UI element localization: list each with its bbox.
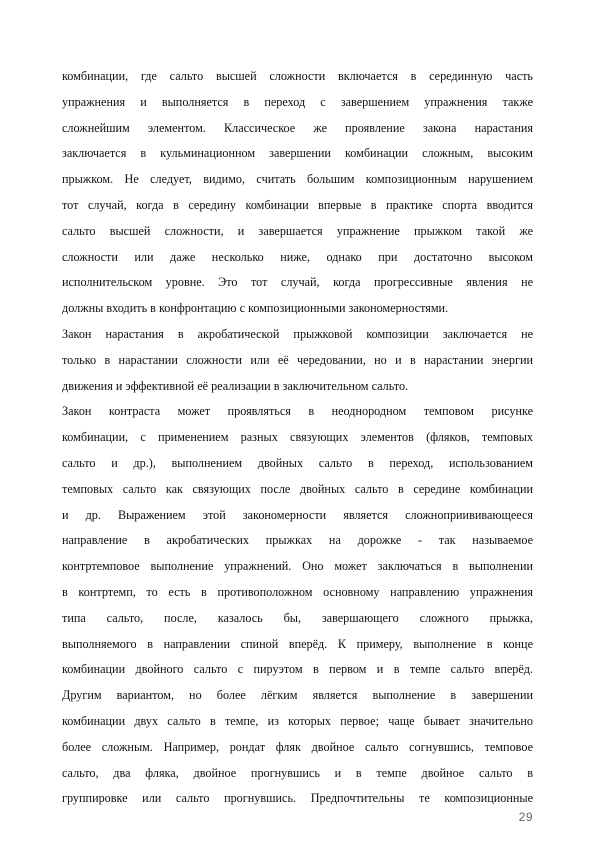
paragraph-1-last-line (62, 296, 533, 322)
page-number: 29 (518, 810, 533, 824)
text-line: комбинации, с применением разных связующих элементов (фляков, темповых (62, 430, 533, 445)
text-line: заключается в кульминационном завершении комбинации сложным, высоким (62, 146, 533, 161)
text-line: только в нарастании сложности или её чередовании, но и в нарастании энергии (62, 352, 533, 367)
paragraph-3 (62, 399, 533, 812)
text-line: Другим вариантом, но более лёгким является выполнение в завершении (62, 688, 533, 703)
text-line: и др. Выражением этой закономерности является сложноприививающееся (62, 507, 533, 522)
text-line: сальто высшей сложности, и завершается упражнение прыжком такой же (62, 223, 533, 238)
text-line: типа сальто, после, казалось бы, завершающего сложного прыжка, (62, 610, 533, 625)
text-line: темповых сальто как связующих после двойных сальто в середине комбинации (62, 481, 533, 496)
text-line: контртемповое выполнение упражнений. Оно может заключаться в выполнении (62, 559, 533, 574)
paragraph-2 (62, 322, 533, 374)
text-line: сложности или даже несколько ниже, однако при достаточно высоком (62, 249, 533, 264)
text-line: более сложным. Например, рондат фляк двойное сальто согнувшись, темповое (62, 739, 533, 754)
text-line: исполнительском уровне. Это тот случай, когда прогрессивные явления не (62, 275, 533, 290)
text-line: сальто и др.), выполнением двойных сальто в переход, использованием (62, 455, 533, 470)
text-line: тот случай, когда в середину комбинации впервые в практике спорта вводится (62, 197, 533, 212)
text-line: должны входить в конфронтацию с композиционными закономерностями. (62, 301, 449, 316)
text-line: направление в акробатических прыжках на дорожке - так называемое (62, 533, 533, 548)
text-line: упражнения и выполняется в переход с завершением упражнения также (62, 94, 533, 109)
text-line: сальто, два фляка, двойное прогнувшись и в темпе двойное сальто в (62, 765, 533, 780)
text-line: в контртемп, то есть в противоположном основному направлению упражнения (62, 584, 533, 599)
document-body (62, 64, 533, 812)
text-line: комбинации двух сальто в темпе, из которых первое; чаще бывает значительно (62, 713, 533, 728)
text-line: Закон контраста может проявляться в неоднородном темповом рисунке (62, 404, 533, 419)
text-line: выполняемого в направлении спиной вперёд. К примеру, выполнение в конце (62, 636, 533, 651)
text-line: Закон нарастания в акробатической прыжковой композиции заключается не (62, 326, 533, 341)
paragraph-1 (62, 64, 533, 296)
paragraph-2-last-line (62, 374, 533, 400)
text-line: прыжком. Не следует, видимо, считать большим композиционным нарушением (62, 172, 533, 187)
text-line: комбинации двойного сальто с пируэтом в первом и в темпе сальто вперёд. (62, 662, 533, 677)
text-line: сложнейшим элементом. Классическое же проявление закона нарастания (62, 120, 533, 135)
text-line: комбинации, где сальто высшей сложности включается в серединную часть (62, 69, 533, 83)
text-line: движения и эффективной её реализации в заключительном сальто. (62, 378, 409, 393)
text-line: группировке или сальто прогнувшись. Предпочтительны те композиционные (62, 791, 533, 806)
